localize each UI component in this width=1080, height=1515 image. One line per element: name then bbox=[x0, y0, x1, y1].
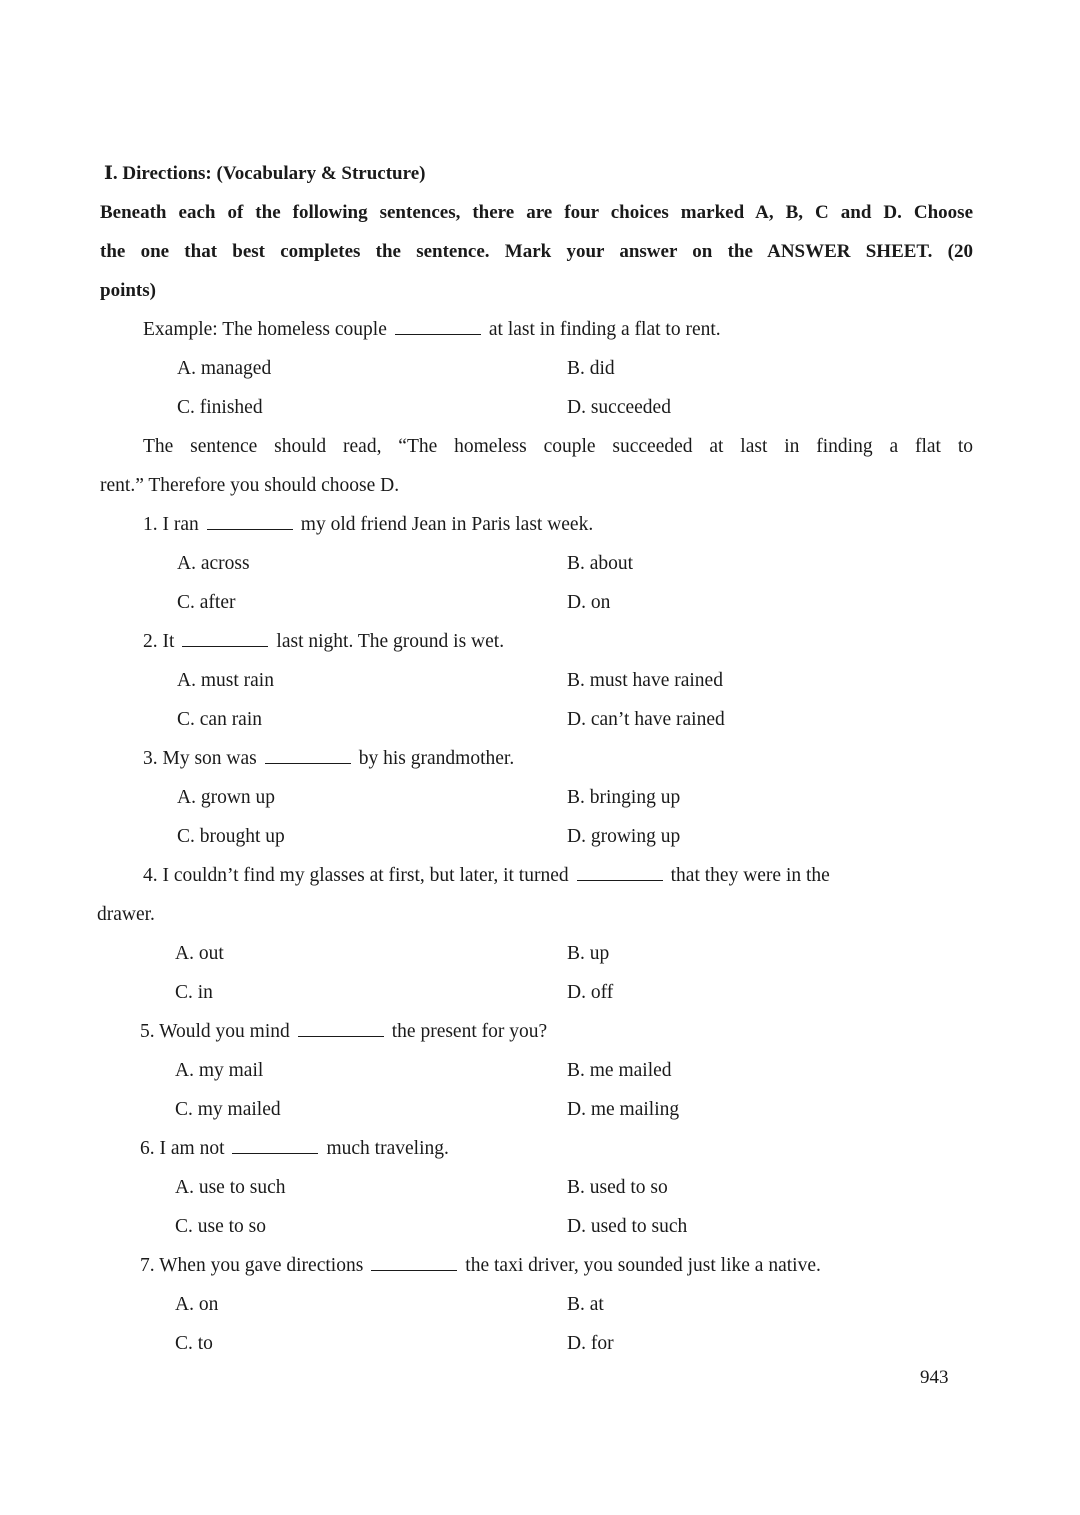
choice-b: B. me mailed bbox=[567, 1060, 672, 1081]
question-before: 5. Would you mind bbox=[140, 1021, 290, 1042]
choice-a: A. my mail bbox=[175, 1060, 264, 1081]
question-before: 7. When you gave directions bbox=[140, 1255, 364, 1276]
choice-a: A. out bbox=[175, 943, 224, 964]
choice-c: C. to bbox=[175, 1333, 213, 1354]
choice-c: C. brought up bbox=[177, 826, 285, 847]
answer-blank bbox=[371, 1256, 457, 1271]
example-explanation-line-1: The sentence should read, “The homeless couple succeeded at last in finding a flat to bbox=[143, 436, 973, 457]
question-after: my old friend Jean in Paris last week. bbox=[300, 514, 594, 535]
choice-b: B. used to so bbox=[567, 1177, 668, 1198]
answer-blank bbox=[577, 866, 663, 881]
choice-a: A. across bbox=[177, 553, 250, 574]
choice-b: B. bringing up bbox=[567, 787, 681, 808]
section-heading: Ⅰ. Directions: (Vocabulary & Structure) bbox=[104, 163, 426, 184]
question-before: 3. My son was bbox=[143, 748, 257, 769]
answer-blank bbox=[265, 749, 351, 764]
choice-d: D. can’t have rained bbox=[567, 709, 725, 730]
choice-b: B. about bbox=[567, 553, 634, 574]
question-stem bbox=[143, 866, 830, 886]
choice-c: C. in bbox=[175, 982, 213, 1003]
instruction-line-1: Beneath each of the following sentences, there are four choices marked A, B, C and D. Choose bbox=[100, 202, 973, 223]
choice-d: D. used to such bbox=[567, 1216, 688, 1237]
choice-d: D. on bbox=[567, 592, 611, 613]
choice-d: D. off bbox=[567, 982, 614, 1003]
example-explanation-line-2: rent.” Therefore you should choose D. bbox=[100, 475, 400, 496]
question-after: much traveling. bbox=[326, 1138, 449, 1159]
example-stem bbox=[143, 320, 721, 340]
answer-blank bbox=[232, 1139, 318, 1154]
example-choice-c: C. finished bbox=[177, 397, 263, 418]
choice-a: A. on bbox=[175, 1294, 219, 1315]
instruction-line-2: the one that best completes the sentence. Mark your answer on the ANSWER SHEET. (20 bbox=[100, 241, 973, 262]
choice-d: D. me mailing bbox=[567, 1099, 680, 1120]
choice-b: B. must have rained bbox=[567, 670, 723, 691]
choice-c: C. after bbox=[177, 592, 236, 613]
question-stem bbox=[140, 1139, 449, 1159]
choice-b: B. up bbox=[567, 943, 610, 964]
question-before: 6. I am not bbox=[140, 1138, 225, 1159]
answer-blank bbox=[395, 320, 481, 335]
choice-b: B. at bbox=[567, 1294, 604, 1315]
question-after: that they were in the bbox=[670, 865, 830, 886]
example-choice-d: D. succeeded bbox=[567, 397, 671, 418]
example-stem-after: at last in finding a flat to rent. bbox=[488, 319, 721, 340]
answer-blank bbox=[207, 515, 293, 530]
example-choice-b: B. did bbox=[567, 358, 615, 379]
choice-a: A. must rain bbox=[177, 670, 274, 691]
answer-blank bbox=[298, 1022, 384, 1037]
question-stem bbox=[143, 632, 504, 652]
question-after: the present for you? bbox=[391, 1021, 548, 1042]
question-after: last night. The ground is wet. bbox=[276, 631, 505, 652]
page-number: 943 bbox=[920, 1367, 949, 1388]
question-after: the taxi driver, you sounded just like a native. bbox=[465, 1255, 821, 1276]
question-continuation: drawer. bbox=[97, 904, 155, 925]
instruction-line-3: points) bbox=[100, 280, 156, 301]
answer-blank bbox=[182, 632, 268, 647]
choice-c: C. use to so bbox=[175, 1216, 267, 1237]
example-stem-before: Example: The homeless couple bbox=[143, 319, 387, 340]
choice-d: D. growing up bbox=[567, 826, 681, 847]
choice-a: A. grown up bbox=[177, 787, 276, 808]
question-stem bbox=[140, 1256, 821, 1276]
question-stem bbox=[140, 1022, 547, 1042]
choice-a: A. use to such bbox=[175, 1177, 286, 1198]
question-before: 4. I couldn’t find my glasses at first, but later, it turned bbox=[143, 865, 569, 886]
question-stem bbox=[143, 749, 514, 769]
question-before: 1. I ran bbox=[143, 514, 199, 535]
question-stem bbox=[143, 515, 593, 535]
example-choice-a: A. managed bbox=[177, 358, 272, 379]
choice-d: D. for bbox=[567, 1333, 614, 1354]
choice-c: C. my mailed bbox=[175, 1099, 281, 1120]
choice-c: C. can rain bbox=[177, 709, 263, 730]
question-after: by his grandmother. bbox=[358, 748, 515, 769]
question-before: 2. It bbox=[143, 631, 175, 652]
